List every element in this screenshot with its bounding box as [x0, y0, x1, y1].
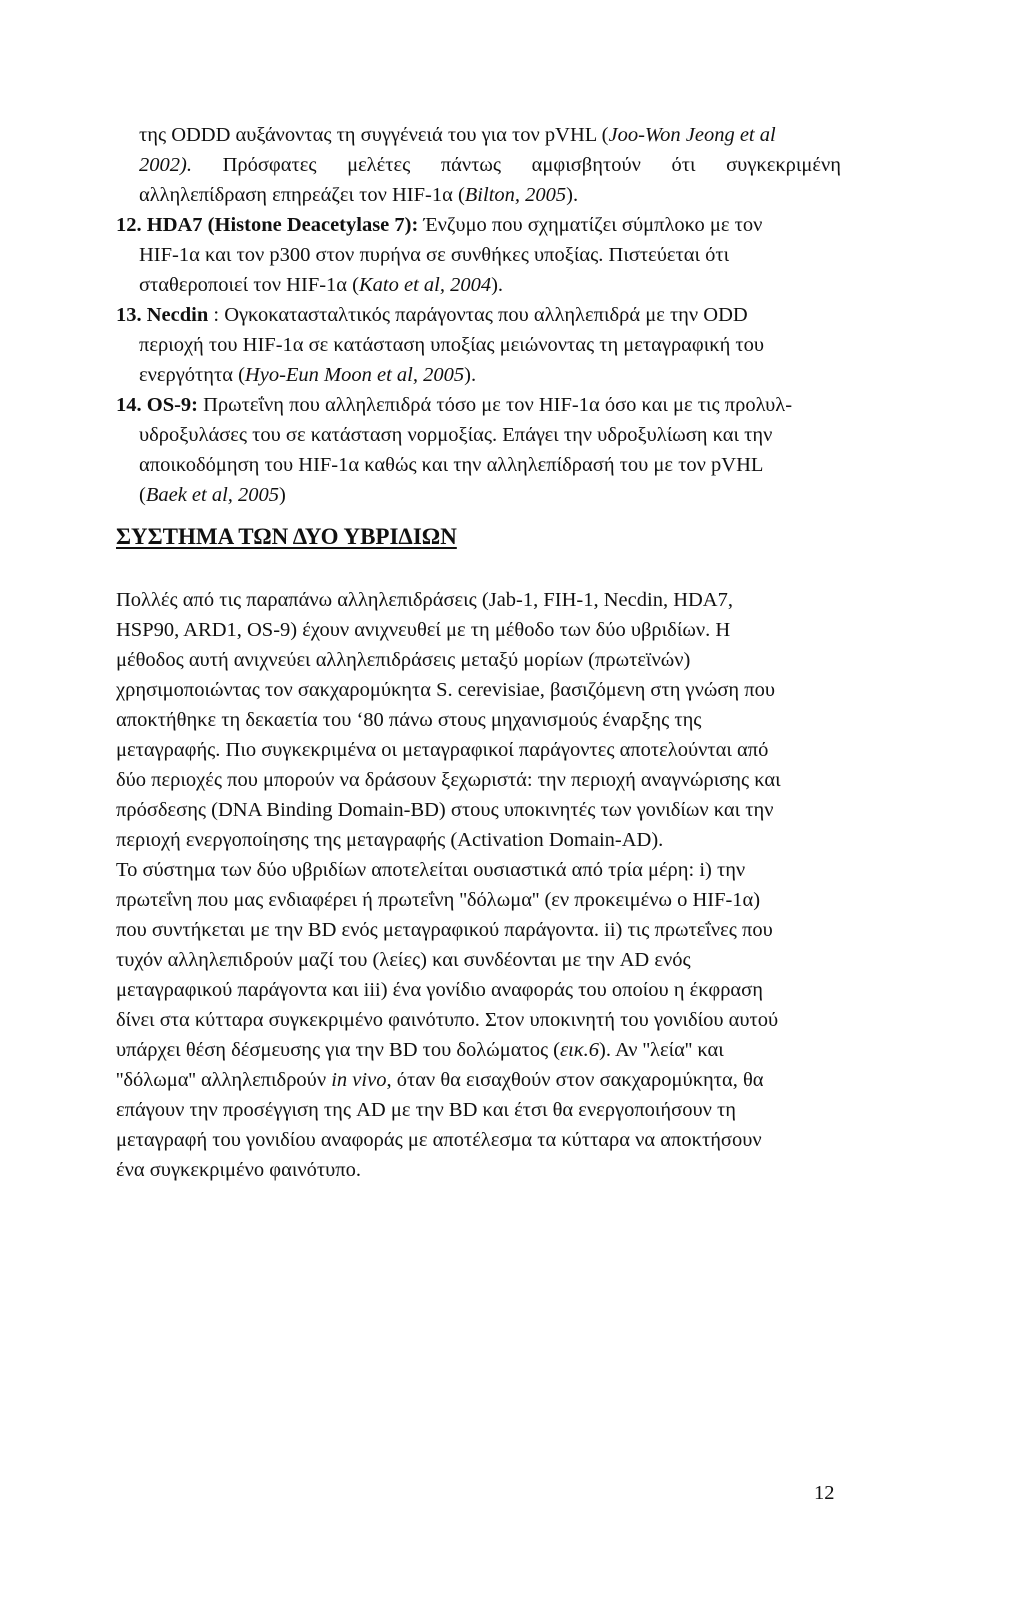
- item-14-text-end: ): [279, 484, 286, 506]
- paragraph-1-line: Πολλές από τις παραπάνω αλληλεπιδράσεις (Jab-1, FIH-1, Necdin, HDA7,: [116, 589, 733, 611]
- intro-line-2-word: μελέτες: [347, 154, 411, 176]
- item-12-line-1: [116, 213, 762, 237]
- item-14-text: Πρωτεΐνη που αλληλεπιδρά τόσο με τον HIF-1α όσο και με τις προλυλ-: [198, 394, 793, 416]
- intro-line-3-end: ).: [566, 184, 579, 206]
- paragraph-2-line: [116, 1068, 764, 1092]
- page-number: 12: [814, 1482, 835, 1504]
- paragraph-2-text: ''δόλωμα'' αλληλεπιδρούν: [116, 1069, 332, 1091]
- intro-line-2-word: Πρόσφατες: [222, 154, 317, 176]
- item-14-line-4: [139, 483, 286, 507]
- paragraph-1-line: αποκτήθηκε τη δεκαετία του ‘80 πάνω στους μηχανισμούς έναρξης της: [116, 709, 702, 731]
- item-13-line-3: [139, 363, 476, 387]
- intro-line-2-word: ότι: [671, 154, 696, 176]
- item-14-line-1: [116, 393, 792, 417]
- item-14-line-3: [139, 453, 763, 477]
- item-13-term: Necdin: [146, 304, 209, 326]
- intro-line-2: [139, 153, 841, 177]
- paragraph-1-line: μέθοδος αυτή ανιχνεύει αλληλεπιδράσεις μεταξύ μορίων (πρωτεϊνών): [116, 649, 691, 671]
- item-12-text: Ένζυμο που σχηματίζει σύμπλοκο με τον: [418, 214, 763, 236]
- item-12-number: 12.: [116, 214, 147, 236]
- item-14-citation: Baek et al, 2005: [145, 484, 280, 506]
- intro-line-3-text: αλληλεπίδραση επηρεάζει τον HIF-1α (: [139, 184, 465, 206]
- item-12-line-3: [139, 273, 503, 297]
- paragraph-2-line: μεταγραφικού παράγοντα και iii) ένα γονίδιο αναφοράς του οποίου η έκφραση: [116, 979, 763, 1001]
- item-14-text: υδροξυλάσες του σε κατάσταση νορμοξίας. Επάγει την υδροξυλίωση και την: [139, 424, 773, 446]
- paragraph-1-line: HSP90, ARD1, OS-9) έχουν ανιχνευθεί με τη μέθοδο των δύο υβριδίων. Η: [116, 619, 731, 641]
- item-13-text: : Ογκοκατασταλτικός παράγοντας που αλληλεπιδρά με την ODD: [208, 304, 748, 326]
- item-14-term: OS-9:: [146, 394, 198, 416]
- paragraph-1-line: μεταγραφής. Πιο συγκεκριμένα οι μεταγραφικοί παράγοντες αποτελούνται από: [116, 739, 769, 761]
- figure-reference: εικ.6: [560, 1039, 600, 1061]
- intro-line-2-word: πάντως: [440, 154, 502, 176]
- item-12-text: HIF-1α και τον p300 στον πυρήνα σε συνθήκες υποξίας. Πιστεύεται ότι: [139, 244, 730, 266]
- paragraph-1-line: χρησιμοποιώντας τον σακχαρομύκητα S. cerevisiae, βασιζόμενη στη γνώση που: [116, 679, 776, 701]
- item-14-line-2: [139, 423, 772, 447]
- intro-line-1-text: της ODDD αυξάνοντας τη συγγένειά του για τον pVHL (: [139, 124, 609, 146]
- paragraph-2-line: επάγουν την προσέγγιση της AD με την BD και έτσι θα ενεργοποιήσουν τη: [116, 1099, 736, 1121]
- item-13-citation: Hyo-Eun Moon et al, 2005: [244, 364, 465, 386]
- item-12-text-end: ).: [491, 274, 504, 296]
- item-13-line-1: [116, 303, 748, 327]
- paragraph-2-line: ένα συγκεκριμένο φαινότυπο.: [116, 1159, 361, 1181]
- in-vivo-term: in vivo: [331, 1069, 387, 1091]
- item-12-citation: Kato et al, 2004: [359, 274, 492, 296]
- paragraph-1-line: δύο περιοχές που μπορούν να δράσουν ξεχωριστά: την περιοχή αναγνώρισης και: [116, 769, 781, 791]
- intro-line-1: [139, 123, 776, 147]
- paragraph-2-line: μεταγραφή του γονιδίου αναφοράς με αποτέλεσμα τα κύτταρα να αποκτήσουν: [116, 1129, 762, 1151]
- item-13-text: ενεργότητα (: [139, 364, 245, 386]
- intro-citation-2: Bilton, 2005: [464, 184, 567, 206]
- paragraph-2-line: [116, 1038, 724, 1062]
- item-13-line-2: [139, 333, 764, 357]
- paragraph-2-line: που συντήκεται με την BD ενός μεταγραφικού παράγοντα. ii) τις πρωτεΐνες που: [116, 919, 773, 941]
- section-heading: ΣΥΣΤΗΜΑ ΤΩΝ ΔΥΟ ΥΒΡΙΔΙΩΝ: [116, 524, 457, 549]
- intro-line-2-word: 2002).: [139, 154, 192, 176]
- item-14-text: αποικοδόμηση του HIF-1α καθώς και την αλληλεπίδρασή του με τον pVHL: [139, 454, 764, 476]
- intro-line-2-word: αμφισβητούν: [531, 154, 641, 176]
- paragraph-2-line: δίνει στα κύτταρα συγκεκριμένο φαινότυπο. Στον υποκινητή του γονιδίου αυτού: [116, 1009, 779, 1031]
- paragraph-2-text: υπάρχει θέση δέσμευσης για την BD του δολώματος (: [116, 1039, 561, 1061]
- paragraph-2-line: Το σύστημα των δύο υβριδίων αποτελείται ουσιαστικά από τρία μέρη: i) την: [116, 859, 746, 881]
- paragraph-2-line: πρωτεΐνη που μας ενδιαφέρει ή πρωτεΐνη ''δόλωμα'' (εν προκειμένω ο HIF-1α): [116, 889, 761, 911]
- paragraph-2-line: τυχόν αλληλεπιδρούν μαζί του (λείες) και συνδέονται με την AD ενός: [116, 949, 691, 971]
- item-14-text: (: [139, 484, 146, 506]
- item-14-number: 14.: [116, 394, 147, 416]
- intro-line-2-word: συγκεκριμένη: [726, 154, 841, 176]
- item-12-text: σταθεροποιεί τον HIF-1α (: [139, 274, 359, 296]
- paragraph-2-text: ). Αν ''λεία'' και: [599, 1039, 724, 1061]
- paragraph-1-line: περιοχή ενεργοποίησης της μεταγραφής (Activation Domain-AD).: [116, 829, 664, 851]
- intro-line-3: [139, 183, 578, 207]
- item-13-text-end: ).: [464, 364, 477, 386]
- paragraph-1-line: πρόσδεσης (DNA Binding Domain-BD) στους υποκινητές των γονιδίων και την: [116, 799, 774, 821]
- intro-citation-1: Joo-Won Jeong et al: [608, 124, 776, 146]
- paragraph-2-text: , όταν θα εισαχθούν στον σακχαρομύκητα, θα: [386, 1069, 764, 1091]
- item-12-line-2: [139, 243, 729, 267]
- item-13-text: περιοχή του HIF-1α σε κατάσταση υποξίας μειώνοντας τη μεταγραφική του: [139, 334, 765, 356]
- item-12-term: HDA7 (Histone Deacetylase 7):: [146, 214, 419, 236]
- item-13-number: 13.: [116, 304, 147, 326]
